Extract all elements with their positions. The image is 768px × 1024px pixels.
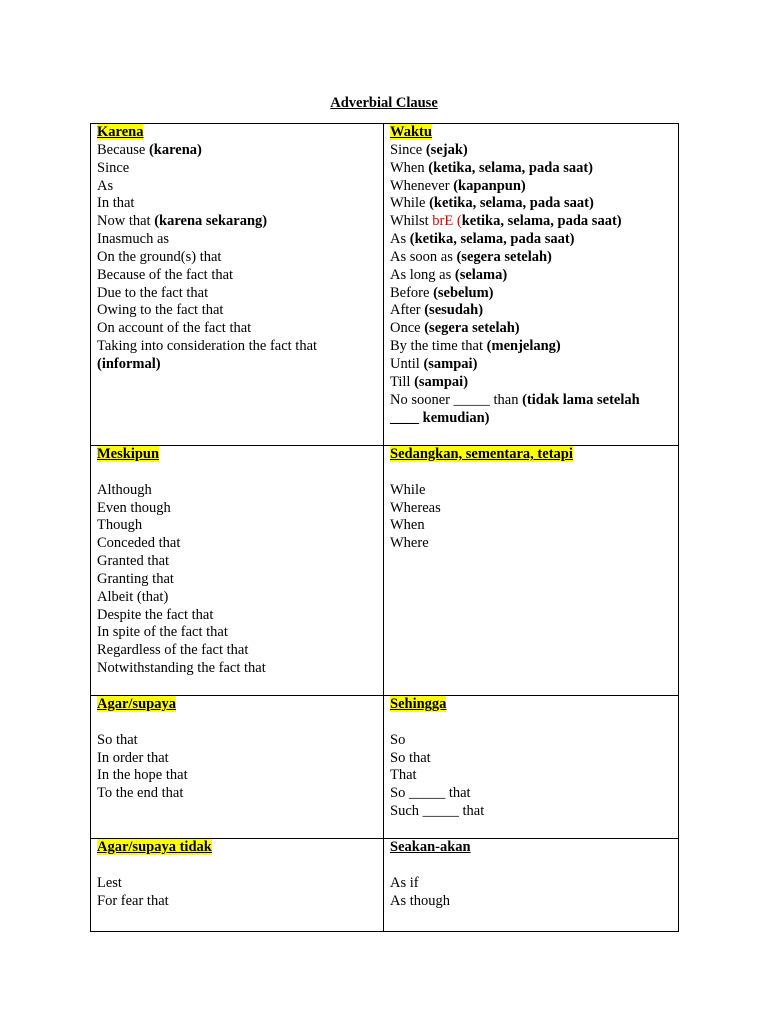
agar-tidak-list — [97, 875, 377, 911]
list-item: As soon as (segera setelah) — [390, 248, 552, 265]
list-item: Where — [390, 535, 429, 552]
seakan-list — [390, 875, 672, 911]
list-item: So that — [97, 731, 138, 748]
waktu-list — [390, 142, 672, 392]
list-item: Once (segera setelah) — [390, 320, 520, 337]
heading-agar: Agar/supaya — [97, 696, 176, 712]
list-item: On the ground(s) that — [97, 248, 222, 265]
list-item: When (ketika, selama, pada saat) — [390, 159, 593, 176]
list-item: Albeit (that) — [97, 588, 169, 605]
list-item: As if — [390, 874, 419, 891]
list-item: Inasmuch as — [97, 231, 170, 248]
sehingga-list — [390, 732, 672, 821]
sedangkan-list — [390, 482, 672, 553]
heading-waktu: Waktu — [390, 124, 432, 140]
list-item: Because (karena) — [97, 141, 202, 158]
table-row — [91, 696, 679, 839]
list-item: Granted that — [97, 553, 170, 570]
list-item: In the hope that — [97, 767, 188, 784]
list-item: While (ketika, selama, pada saat) — [390, 195, 594, 212]
list-item: Due to the fact that — [97, 284, 209, 301]
list-item: Whilst brE (ketika, selama, pada saat) — [390, 213, 622, 230]
list-item: For fear that — [97, 892, 169, 909]
cell-waktu — [384, 124, 679, 446]
cell-seakan — [384, 839, 679, 932]
list-item: No sooner _____ than (tidak lama setelah — [390, 391, 640, 408]
meskipun-list — [97, 482, 377, 678]
list-item: So that — [390, 749, 431, 766]
list-item: As long as (selama) — [390, 266, 508, 283]
list-item: Lest — [97, 874, 122, 891]
list-item: Because of the fact that — [97, 266, 234, 283]
list-item: So — [390, 731, 406, 748]
list-item: ____ kemudian) — [390, 409, 490, 426]
heading-karena: Karena — [97, 124, 144, 140]
heading-meskipun: Meskipun — [97, 446, 160, 462]
cell-agar — [91, 696, 384, 839]
list-item: That — [390, 767, 417, 784]
list-item: To the end that — [97, 785, 184, 802]
list-item: So _____ that — [390, 785, 471, 802]
cell-karena — [91, 124, 384, 446]
heading-sedangkan: Sedangkan, sementara, tetapi — [390, 446, 573, 462]
cell-sehingga — [384, 696, 679, 839]
list-item: While — [390, 481, 426, 498]
list-item: As — [97, 177, 114, 194]
list-item: On account of the fact that — [97, 320, 252, 337]
list-item: Now that (karena sekarang) — [97, 213, 268, 230]
table-row — [91, 839, 679, 932]
list-item: Regardless of the fact that — [97, 642, 249, 659]
list-item: After (sesudah) — [390, 302, 484, 319]
adverbial-clause-table — [90, 123, 679, 932]
heading-agar-tidak: Agar/supaya tidak — [97, 839, 212, 855]
cell-meskipun — [91, 446, 384, 696]
list-item: In order that — [97, 749, 169, 766]
list-item: Even though — [97, 499, 171, 516]
table-row — [91, 446, 679, 696]
list-item: Conceded that — [97, 535, 181, 552]
list-item: Taking into consideration the fact that — [97, 338, 318, 355]
list-item: Whereas — [390, 499, 441, 516]
list-item: As (ketika, selama, pada saat) — [390, 231, 575, 248]
list-item: Since — [97, 159, 130, 176]
cell-sedangkan — [384, 446, 679, 696]
list-item: Since (sejak) — [390, 141, 468, 158]
list-item: When — [390, 517, 425, 534]
list-item: By the time that (menjelang) — [390, 338, 561, 355]
table-row — [91, 124, 679, 446]
list-item: Granting that — [97, 570, 174, 587]
agar-list — [97, 732, 377, 803]
cell-agar-tidak — [91, 839, 384, 932]
list-item: In that — [97, 195, 135, 212]
document-title: Adverbial Clause — [330, 95, 438, 111]
list-item: Until (sampai) — [390, 355, 478, 372]
list-item: In spite of the fact that — [97, 624, 228, 641]
list-item: Although — [97, 481, 152, 498]
list-item: Such _____ that — [390, 803, 485, 820]
list-item: Whenever (kapanpun) — [390, 177, 526, 194]
karena-note: (informal) — [97, 355, 161, 372]
list-item: Before (sebelum) — [390, 284, 494, 301]
list-item: As though — [390, 892, 451, 909]
list-item: Despite the fact that — [97, 606, 214, 623]
list-item: Owing to the fact that — [97, 302, 224, 319]
list-item: Till (sampai) — [390, 373, 469, 390]
heading-sehingga: Sehingga — [390, 696, 447, 712]
heading-seakan: Seakan-akan — [390, 839, 471, 855]
list-item: Though — [97, 517, 143, 534]
list-item: Notwithstanding the fact that — [97, 660, 266, 677]
karena-list — [97, 142, 377, 356]
